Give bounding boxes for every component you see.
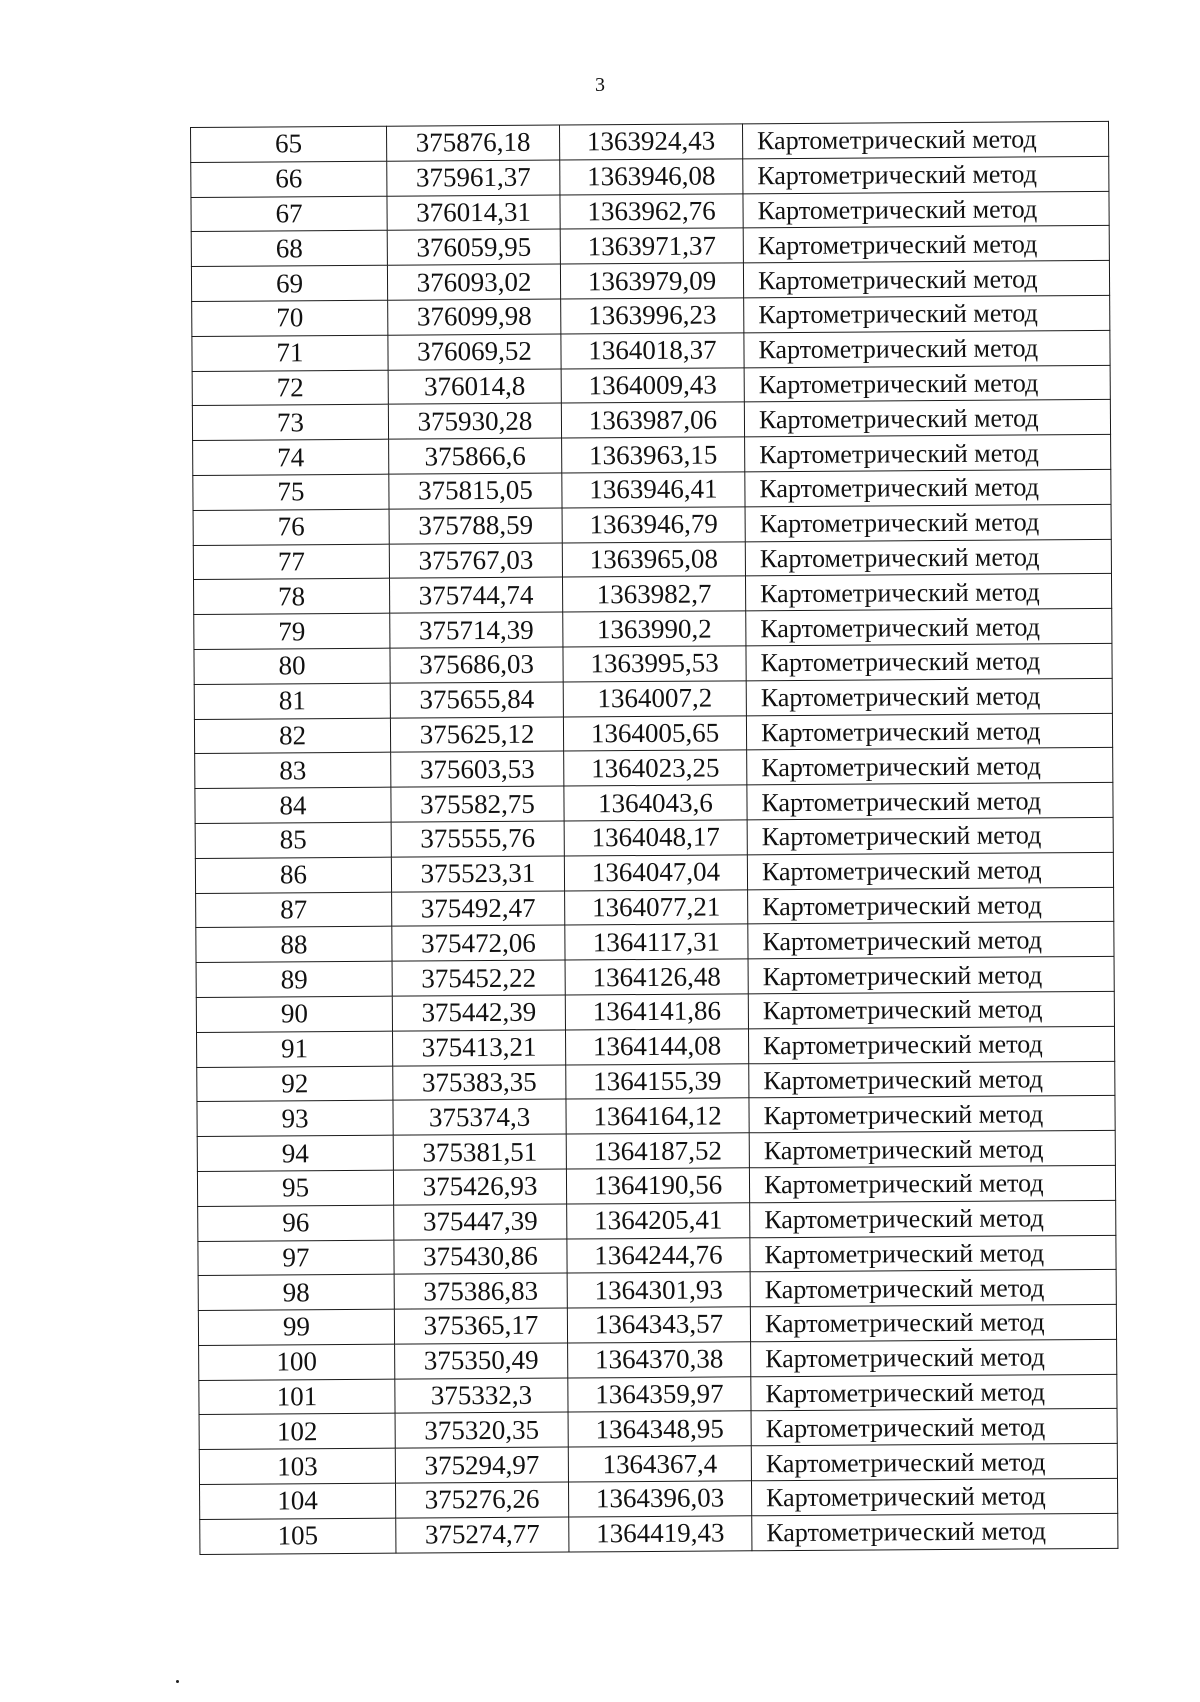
point-number-cell: 70: [192, 300, 388, 336]
table-row: [198, 1270, 1116, 1311]
table-row: [197, 1026, 1115, 1067]
table-row: [197, 1165, 1115, 1206]
method-cell: Картометрический метод: [746, 643, 1112, 680]
method-cell: Картометрический метод: [751, 1444, 1117, 1481]
y-coordinate-cell: 1364190,56: [566, 1168, 749, 1204]
x-coordinate-cell: 375381,51: [393, 1134, 566, 1170]
y-coordinate-cell: 1364205,41: [567, 1203, 750, 1239]
y-coordinate-cell: 1364009,43: [561, 367, 744, 403]
method-cell: Картометрический метод: [748, 887, 1114, 924]
y-coordinate-cell: 1364047,04: [564, 855, 747, 891]
x-coordinate-cell: 375492,47: [392, 891, 565, 927]
point-number-cell: 93: [197, 1100, 393, 1136]
y-coordinate-cell: 1363946,79: [562, 507, 745, 543]
y-coordinate-cell: 1364187,52: [566, 1133, 749, 1169]
y-coordinate-cell: 1364164,12: [566, 1098, 749, 1134]
point-number-cell: 66: [191, 161, 387, 197]
method-cell: Картометрический метод: [744, 400, 1110, 437]
point-number-cell: 99: [198, 1309, 394, 1345]
table-row: [195, 852, 1113, 893]
y-coordinate-cell: 1364048,17: [564, 820, 747, 856]
point-number-cell: 100: [199, 1344, 395, 1380]
table-row: [194, 609, 1112, 650]
table-row: [195, 783, 1113, 824]
x-coordinate-cell: 376059,95: [387, 229, 560, 265]
point-number-cell: 77: [193, 544, 389, 580]
y-coordinate-cell: 1364126,48: [565, 959, 748, 995]
method-cell: Картометрический метод: [743, 261, 1109, 298]
x-coordinate-cell: 375365,17: [394, 1308, 567, 1344]
x-coordinate-cell: 375767,03: [389, 543, 562, 579]
method-cell: Картометрический метод: [749, 1061, 1115, 1098]
table-row: [196, 887, 1114, 928]
table-row: [194, 574, 1112, 615]
x-coordinate-cell: 375815,05: [389, 473, 562, 509]
y-coordinate-cell: 1364359,97: [568, 1376, 751, 1412]
point-number-cell: 94: [197, 1135, 393, 1171]
method-cell: Картометрический метод: [746, 713, 1112, 750]
y-coordinate-cell: 1363962,76: [560, 193, 743, 229]
table-row: [199, 1339, 1117, 1380]
method-cell: Картометрический метод: [745, 539, 1111, 576]
table-row: [194, 643, 1112, 684]
x-coordinate-cell: 375413,21: [392, 1030, 565, 1066]
method-cell: Картометрический метод: [743, 226, 1109, 263]
y-coordinate-cell: 1363987,06: [561, 402, 744, 438]
point-number-cell: 74: [193, 439, 389, 475]
method-cell: Картометрический метод: [745, 504, 1111, 541]
method-cell: Картометрический метод: [747, 783, 1113, 820]
point-number-cell: 65: [191, 126, 387, 162]
method-cell: Картометрический метод: [749, 1130, 1115, 1167]
x-coordinate-cell: 376014,31: [387, 195, 560, 231]
method-cell: Картометрический метод: [750, 1235, 1116, 1272]
table-row: [191, 261, 1109, 302]
y-coordinate-cell: 1364396,03: [568, 1481, 751, 1517]
method-cell: Картометрический метод: [744, 365, 1110, 402]
point-number-cell: 72: [192, 370, 388, 406]
method-cell: Картометрический метод: [747, 852, 1113, 889]
method-cell: Картометрический метод: [742, 121, 1108, 158]
table-row: [191, 121, 1109, 162]
y-coordinate-cell: 1364244,76: [567, 1237, 750, 1273]
table-row: [191, 156, 1109, 197]
method-cell: Картометрический метод: [744, 295, 1110, 332]
method-cell: Картометрический метод: [743, 191, 1109, 228]
x-coordinate-cell: 375582,75: [391, 786, 564, 822]
table-row: [193, 539, 1111, 580]
point-number-cell: 87: [196, 892, 392, 928]
point-number-cell: 105: [200, 1518, 396, 1554]
x-coordinate-cell: 375961,37: [387, 160, 560, 196]
table-row: [193, 504, 1111, 545]
page-number: 3: [595, 74, 605, 96]
table-row: [196, 991, 1114, 1032]
point-number-cell: 89: [196, 961, 392, 997]
table-row: [194, 713, 1112, 754]
method-cell: Картометрический метод: [744, 330, 1110, 367]
x-coordinate-cell: 375374,3: [393, 1099, 566, 1135]
point-number-cell: 85: [195, 822, 391, 858]
method-cell: Картометрический метод: [746, 678, 1112, 715]
point-number-cell: 75: [193, 474, 389, 510]
x-coordinate-cell: 375386,83: [394, 1273, 567, 1309]
x-coordinate-cell: 375430,86: [394, 1239, 567, 1275]
method-cell: Картометрический метод: [746, 609, 1112, 646]
x-coordinate-cell: 375866,6: [389, 438, 562, 474]
point-number-cell: 92: [197, 1066, 393, 1102]
x-coordinate-cell: 375332,3: [395, 1378, 568, 1414]
y-coordinate-cell: 1363979,09: [560, 263, 743, 299]
x-coordinate-cell: 376099,98: [388, 299, 561, 335]
y-coordinate-cell: 1364343,57: [567, 1307, 750, 1343]
point-number-cell: 80: [194, 648, 390, 684]
y-coordinate-cell: 1364077,21: [565, 889, 748, 925]
y-coordinate-cell: 1363995,53: [563, 646, 746, 682]
y-coordinate-cell: 1363996,23: [561, 298, 744, 334]
point-number-cell: 95: [197, 1170, 393, 1206]
method-cell: Картометрический метод: [748, 1026, 1114, 1063]
method-cell: Картометрический метод: [750, 1200, 1116, 1237]
x-coordinate-cell: 375625,12: [390, 717, 563, 753]
y-coordinate-cell: 1364419,43: [569, 1516, 752, 1552]
x-coordinate-cell: 375555,76: [391, 821, 564, 857]
table-row: [192, 330, 1110, 371]
point-number-cell: 79: [194, 613, 390, 649]
method-cell: Картометрический метод: [751, 1409, 1117, 1446]
x-coordinate-cell: 375788,59: [389, 508, 562, 544]
table-row: [198, 1235, 1116, 1276]
method-cell: Картометрический метод: [751, 1339, 1117, 1376]
x-coordinate-cell: 375876,18: [386, 125, 559, 161]
y-coordinate-cell: 1364155,39: [566, 1063, 749, 1099]
method-cell: Картометрический метод: [747, 817, 1113, 854]
point-number-cell: 90: [196, 996, 392, 1032]
x-coordinate-cell: 376093,02: [387, 264, 560, 300]
y-coordinate-cell: 1364348,95: [568, 1411, 751, 1447]
table-row: [191, 191, 1109, 232]
y-coordinate-cell: 1363965,08: [562, 541, 745, 577]
method-cell: Картометрический метод: [751, 1478, 1117, 1515]
point-number-cell: 76: [193, 509, 389, 545]
method-cell: Картометрический метод: [747, 748, 1113, 785]
y-coordinate-cell: 1364018,37: [561, 333, 744, 369]
x-coordinate-cell: 375426,93: [393, 1169, 566, 1205]
method-cell: Картометрический метод: [749, 1165, 1115, 1202]
point-number-cell: 67: [191, 196, 387, 232]
y-coordinate-cell: 1363924,43: [559, 124, 742, 160]
method-cell: Картометрический метод: [748, 957, 1114, 994]
y-coordinate-cell: 1363990,2: [563, 611, 746, 647]
point-number-cell: 78: [194, 579, 390, 615]
table-row: [199, 1374, 1117, 1415]
point-number-cell: 73: [192, 405, 388, 441]
table-row: [197, 1096, 1115, 1137]
x-coordinate-cell: 375744,74: [389, 577, 562, 613]
point-number-cell: 103: [199, 1448, 395, 1484]
x-coordinate-cell: 375442,39: [392, 995, 565, 1031]
point-number-cell: 101: [199, 1379, 395, 1415]
table-row: [199, 1409, 1117, 1450]
y-coordinate-cell: 1364007,2: [563, 681, 746, 717]
method-cell: Картометрический метод: [745, 469, 1111, 506]
point-number-cell: 96: [198, 1205, 394, 1241]
y-coordinate-cell: 1364144,08: [565, 1029, 748, 1065]
point-number-cell: 91: [197, 1031, 393, 1067]
y-coordinate-cell: 1364141,86: [565, 994, 748, 1030]
x-coordinate-cell: 375686,03: [390, 647, 563, 683]
y-coordinate-cell: 1364370,38: [568, 1342, 751, 1378]
point-number-cell: 82: [194, 718, 390, 754]
method-cell: Картометрический метод: [745, 574, 1111, 611]
point-number-cell: 98: [198, 1274, 394, 1310]
y-coordinate-cell: 1363946,41: [562, 472, 745, 508]
point-number-cell: 69: [191, 265, 387, 301]
coordinates-table-body: [191, 121, 1118, 1554]
method-cell: Картометрический метод: [749, 1096, 1115, 1133]
y-coordinate-cell: 1364301,93: [567, 1272, 750, 1308]
x-coordinate-cell: 375452,22: [392, 960, 565, 996]
x-coordinate-cell: 375930,28: [388, 403, 561, 439]
table-row: [192, 400, 1110, 441]
y-coordinate-cell: 1364117,31: [565, 924, 748, 960]
table-row: [197, 1061, 1115, 1102]
x-coordinate-cell: 375447,39: [394, 1204, 567, 1240]
table-row: [195, 817, 1113, 858]
table-row: [196, 922, 1114, 963]
point-number-cell: 104: [200, 1483, 396, 1519]
table-row: [200, 1478, 1118, 1519]
table-row: [193, 469, 1111, 510]
x-coordinate-cell: 375276,26: [395, 1482, 568, 1518]
table-row: [191, 226, 1109, 267]
table-row: [194, 678, 1112, 719]
point-number-cell: 86: [195, 857, 391, 893]
method-cell: Картометрический метод: [750, 1304, 1116, 1341]
table-row: [198, 1304, 1116, 1345]
table-row: [198, 1200, 1116, 1241]
x-coordinate-cell: 376069,52: [388, 334, 561, 370]
table-row: [195, 748, 1113, 789]
method-cell: Картометрический метод: [743, 156, 1109, 193]
point-number-cell: 81: [194, 683, 390, 719]
y-coordinate-cell: 1364367,4: [568, 1446, 751, 1482]
point-number-cell: 97: [198, 1240, 394, 1276]
x-coordinate-cell: 375655,84: [390, 682, 563, 718]
x-coordinate-cell: 376014,8: [388, 369, 561, 405]
point-number-cell: 102: [199, 1414, 395, 1450]
y-coordinate-cell: 1363946,08: [560, 159, 743, 195]
method-cell: Картометрический метод: [752, 1513, 1118, 1550]
y-coordinate-cell: 1363963,15: [562, 437, 745, 473]
x-coordinate-cell: 375320,35: [395, 1413, 568, 1449]
x-coordinate-cell: 375274,77: [396, 1517, 569, 1553]
x-coordinate-cell: 375523,31: [391, 856, 564, 892]
method-cell: Картометрический метод: [745, 435, 1111, 472]
x-coordinate-cell: 375603,53: [391, 751, 564, 787]
point-number-cell: 71: [192, 335, 388, 371]
table-row: [193, 435, 1111, 476]
table-row: [199, 1444, 1117, 1485]
table-row: [192, 295, 1110, 336]
y-coordinate-cell: 1363982,7: [562, 576, 745, 612]
point-number-cell: 83: [195, 753, 391, 789]
y-coordinate-cell: 1364005,65: [563, 715, 746, 751]
y-coordinate-cell: 1363971,37: [560, 228, 743, 264]
y-coordinate-cell: 1364023,25: [564, 750, 747, 786]
table-row: [192, 365, 1110, 406]
table-row: [197, 1130, 1115, 1171]
point-number-cell: 88: [196, 927, 392, 963]
table-row: [196, 957, 1114, 998]
method-cell: Картометрический метод: [748, 991, 1114, 1028]
point-number-cell: 68: [191, 231, 387, 267]
x-coordinate-cell: 375294,97: [395, 1447, 568, 1483]
table-row: [200, 1513, 1118, 1554]
method-cell: Картометрический метод: [751, 1374, 1117, 1411]
x-coordinate-cell: 375350,49: [395, 1343, 568, 1379]
method-cell: Картометрический метод: [748, 922, 1114, 959]
method-cell: Картометрический метод: [750, 1270, 1116, 1307]
coordinates-table: [190, 121, 1118, 1555]
y-coordinate-cell: 1364043,6: [564, 785, 747, 821]
x-coordinate-cell: 375472,06: [392, 925, 565, 961]
x-coordinate-cell: 375383,35: [393, 1065, 566, 1101]
x-coordinate-cell: 375714,39: [390, 612, 563, 648]
point-number-cell: 84: [195, 787, 391, 823]
scan-speck: [176, 1680, 179, 1683]
